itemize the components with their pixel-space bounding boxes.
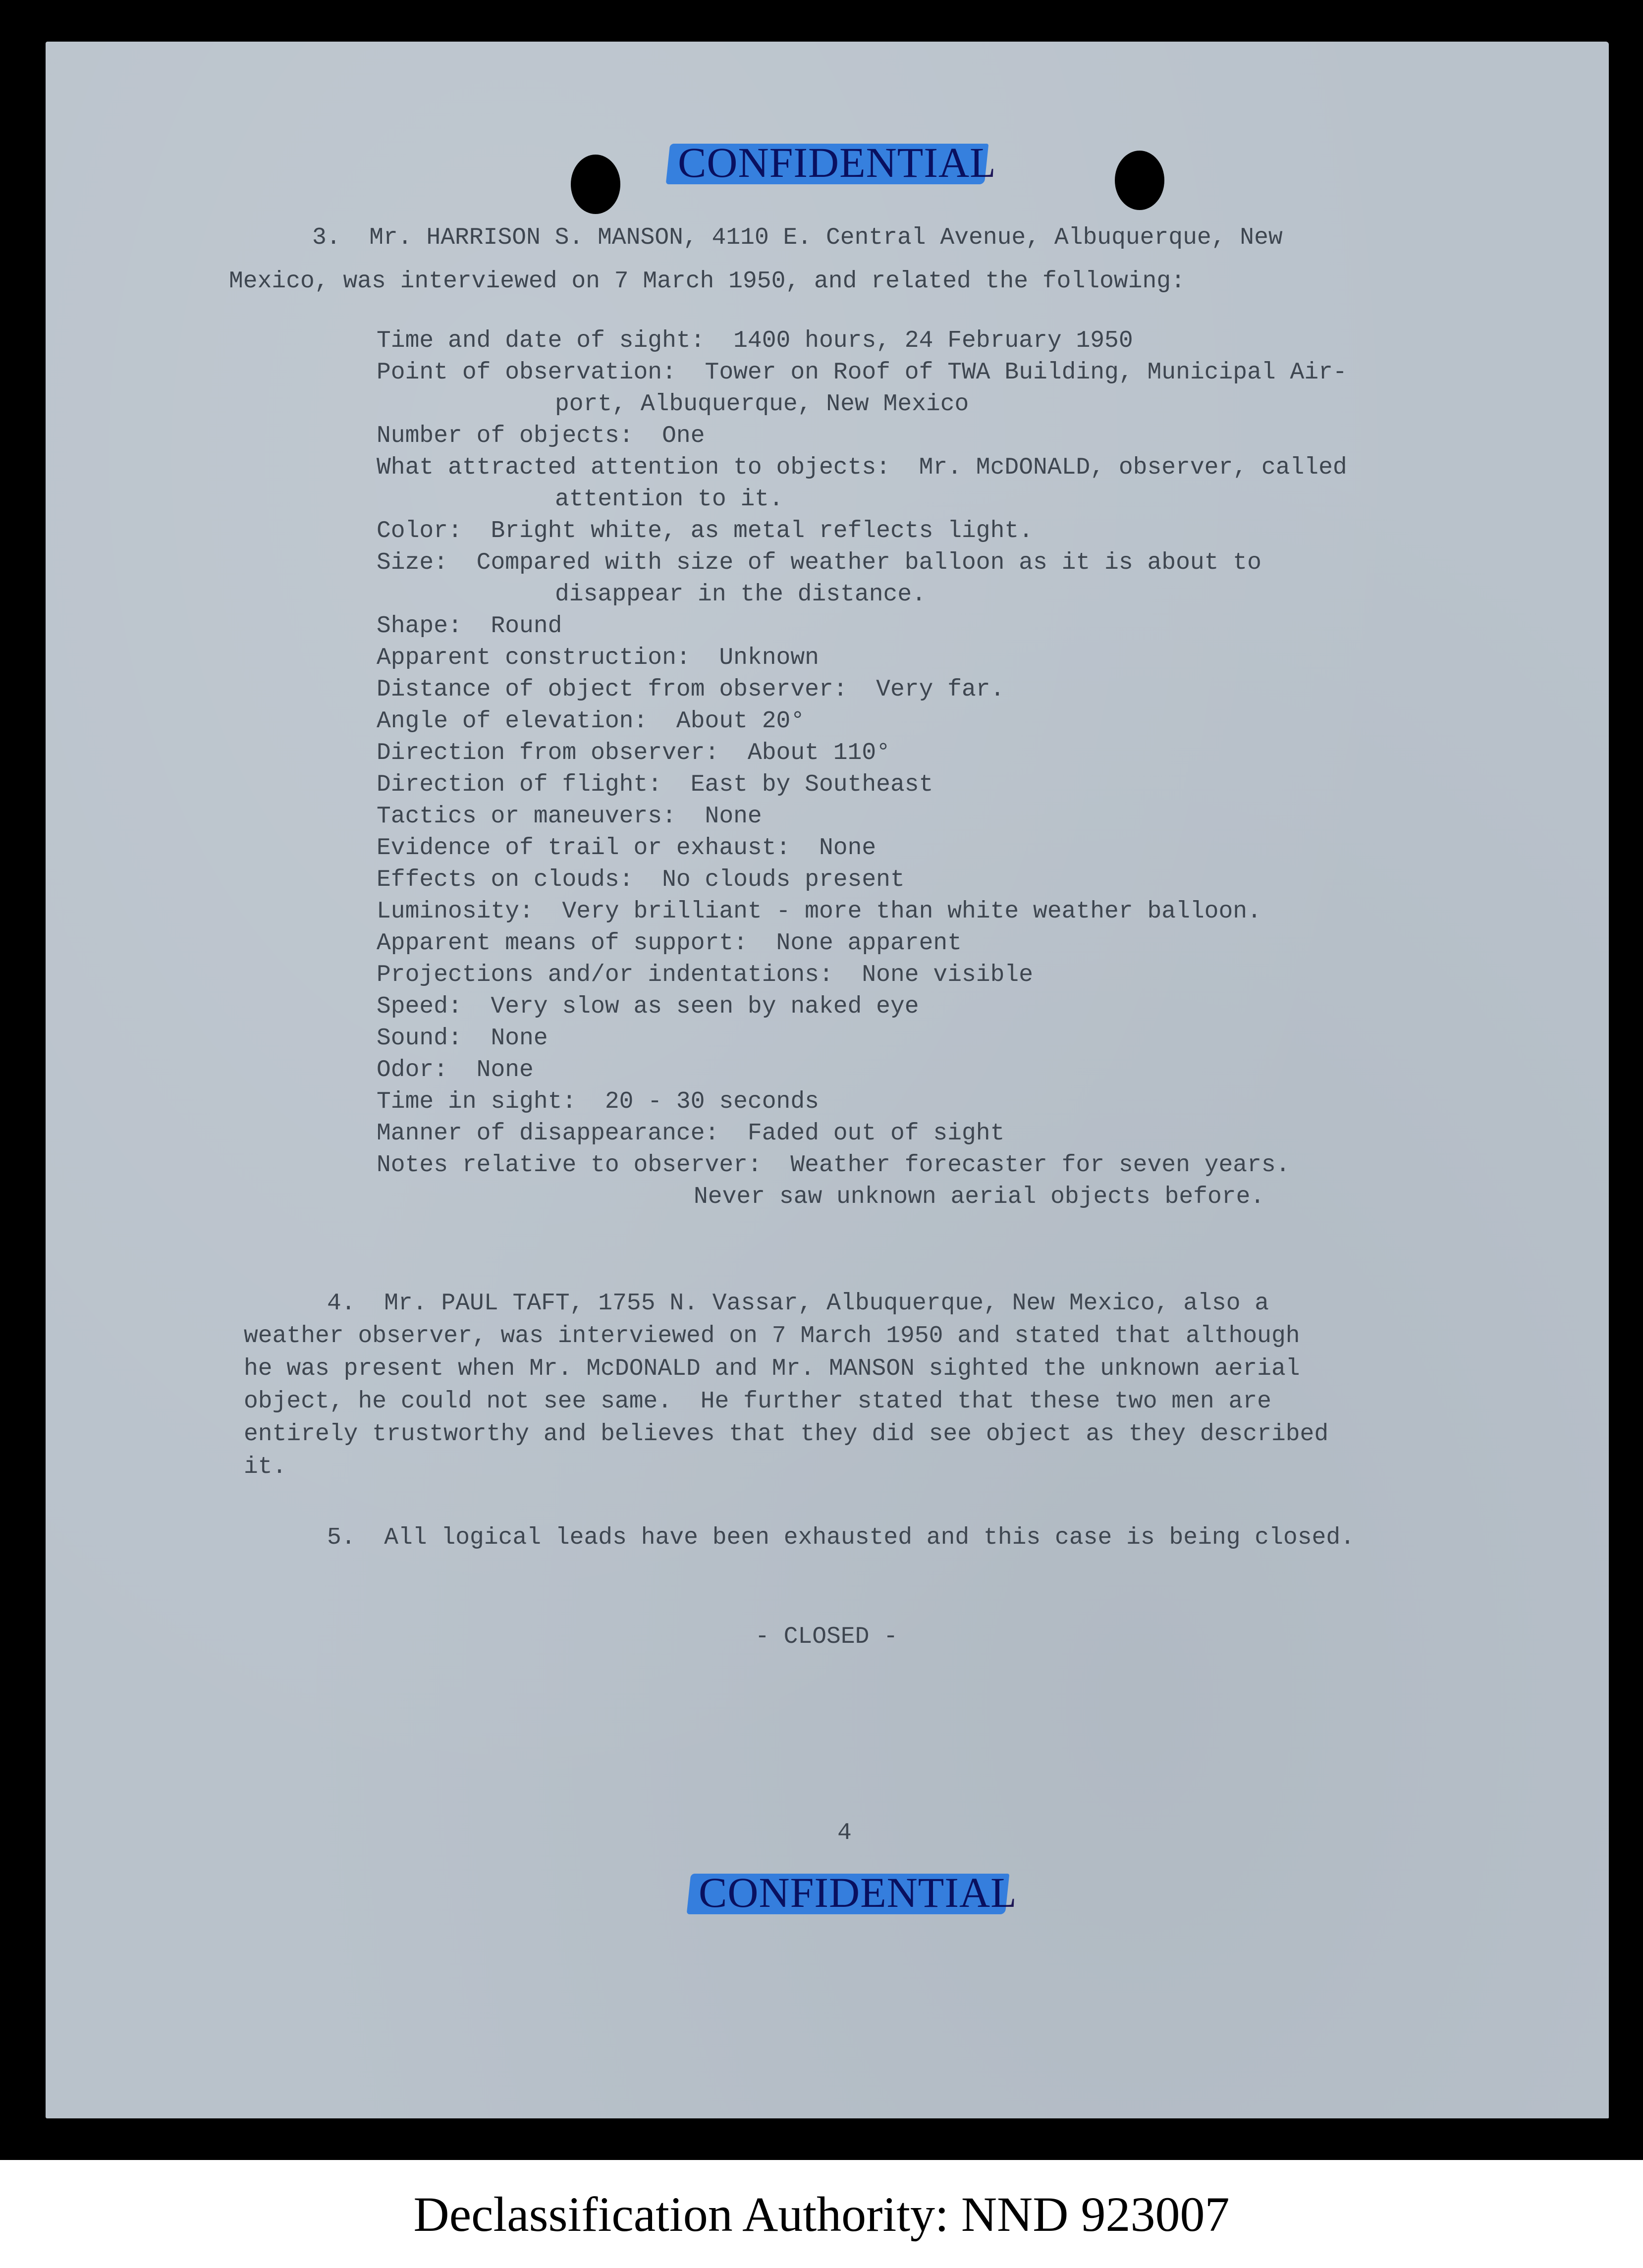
field-value: 20 - 30 seconds: [604, 1088, 819, 1115]
field-label: What attracted attention to objects:: [377, 454, 890, 481]
field-row: [377, 610, 1347, 642]
field-label: Direction of flight:: [377, 771, 662, 798]
field-value: None: [705, 803, 762, 830]
paragraph-line: entirely trustworthy and believes that they did see object as they described: [244, 1421, 1329, 1448]
field-value: Faded out of sight: [747, 1120, 1005, 1147]
field-value: Mr. McDONALD, observer, called: [919, 454, 1347, 481]
field-label: Shape:: [377, 613, 462, 640]
field-row: [377, 927, 1347, 959]
field-value: Weather forecaster for seven years.: [790, 1152, 1290, 1179]
field-value: Compared with size of weather balloon as it is about to: [476, 549, 1261, 576]
field-label: Manner of disappearance:: [377, 1120, 719, 1147]
stamp-text: CONFIDENTIAL: [699, 1869, 1017, 1916]
field-row: [377, 515, 1347, 547]
field-value: 1400 hours, 24 February 1950: [733, 327, 1133, 354]
field-label: Apparent means of support:: [377, 930, 748, 957]
field-row: [377, 674, 1347, 705]
paragraph-line: it.: [244, 1454, 287, 1480]
field-value: About 20°: [676, 708, 805, 735]
punch-hole: [1115, 151, 1164, 210]
field-label: Effects on clouds:: [377, 866, 634, 893]
field-row: [377, 737, 1347, 769]
field-continuation: attention to it.: [555, 486, 783, 513]
field-label: Tactics or maneuvers:: [377, 803, 676, 830]
field-label: Notes relative to observer:: [377, 1152, 762, 1179]
field-continuation: port, Albuquerque, New Mexico: [555, 391, 969, 418]
field-value: None: [819, 835, 876, 862]
field-row: [377, 801, 1347, 832]
paragraph-5: 5. All logical leads have been exhausted and this case is being closed.: [327, 1524, 1355, 1551]
field-value: Very slow as seen by naked eye: [491, 993, 919, 1020]
field-label: Angle of elevation:: [377, 708, 648, 735]
field-label: Time and date of sight:: [377, 327, 705, 354]
field-row: [377, 864, 1347, 896]
observation-fields: [377, 325, 1347, 1213]
field-value: No clouds present: [662, 866, 905, 893]
field-row: [377, 1086, 1347, 1118]
confidential-stamp-bottom: [699, 1868, 1017, 1917]
field-row: [377, 1023, 1347, 1054]
declassification-footer: Declassification Authority: NND 923007: [413, 2186, 1230, 2242]
field-label: Odor:: [377, 1057, 448, 1083]
field-row: [377, 325, 1347, 357]
field-continuation: Never saw unknown aerial objects before.: [694, 1184, 1265, 1210]
field-label: Color:: [377, 518, 462, 544]
punch-hole: [571, 155, 620, 214]
field-value: One: [662, 423, 705, 449]
field-value: None: [491, 1025, 548, 1052]
field-row: [377, 705, 1347, 737]
field-row: [377, 1149, 1347, 1213]
field-row: [377, 832, 1347, 864]
field-label: Projections and/or indentations:: [377, 962, 833, 988]
field-label: Speed:: [377, 993, 462, 1020]
field-value: None apparent: [776, 930, 962, 957]
field-value: Tower on Roof of TWA Building, Municipal Air-: [705, 359, 1347, 386]
field-row: [377, 1054, 1347, 1086]
field-label: Number of objects:: [377, 423, 634, 449]
paragraph-line: weather observer, was interviewed on 7 March 1950 and stated that although: [244, 1323, 1300, 1350]
field-label: Sound:: [377, 1025, 462, 1052]
field-row: [377, 642, 1347, 674]
paragraph-line: he was present when Mr. McDONALD and Mr. MANSON sighted the unknown aerial: [244, 1355, 1300, 1382]
field-row: [377, 420, 1347, 452]
field-label: Apparent construction:: [377, 645, 691, 671]
field-row: [377, 357, 1347, 420]
paragraph-3-line-1: 3. Mr. HARRISON S. MANSON, 4110 E. Central Avenue, Albuquerque, New: [312, 224, 1283, 251]
field-label: Point of observation:: [377, 359, 676, 386]
stamp-text: CONFIDENTIAL: [678, 139, 996, 186]
field-row: [377, 991, 1347, 1023]
field-value: None: [476, 1057, 534, 1083]
field-label: Luminosity:: [377, 898, 534, 925]
field-label: Time in sight:: [377, 1088, 577, 1115]
field-value: East by Southeast: [690, 771, 933, 798]
page-number: 4: [837, 1820, 852, 1846]
paragraph-4: [244, 1287, 1328, 1483]
field-row: [377, 452, 1347, 515]
field-label: Evidence of trail or exhaust:: [377, 835, 791, 862]
field-value: Round: [491, 613, 562, 640]
field-label: Distance of object from observer:: [377, 676, 848, 703]
field-value: None visible: [862, 962, 1034, 988]
paragraph-line: object, he could not see same. He further stated that these two men are: [244, 1388, 1271, 1415]
closed-marker: - CLOSED -: [755, 1623, 898, 1650]
field-value: Unknown: [719, 645, 819, 671]
field-label: Direction from observer:: [377, 740, 719, 766]
field-row: [377, 769, 1347, 801]
field-value: Very brilliant - more than white weather balloon.: [562, 898, 1261, 925]
field-row: [377, 896, 1347, 927]
field-value: Very far.: [876, 676, 1005, 703]
paragraph-3-line-2: Mexico, was interviewed on 7 March 1950, and related the following:: [229, 268, 1185, 295]
field-row: [377, 547, 1347, 610]
field-value: Bright white, as metal reflects light.: [491, 518, 1034, 544]
field-row: [377, 1118, 1347, 1149]
confidential-stamp-top: [678, 138, 996, 187]
field-continuation: disappear in the distance.: [555, 581, 926, 608]
field-value: About 110°: [747, 740, 890, 766]
paragraph-line: 4. Mr. PAUL TAFT, 1755 N. Vassar, Albuquerque, New Mexico, also a: [327, 1290, 1269, 1317]
field-row: [377, 959, 1347, 991]
field-label: Size:: [377, 549, 448, 576]
